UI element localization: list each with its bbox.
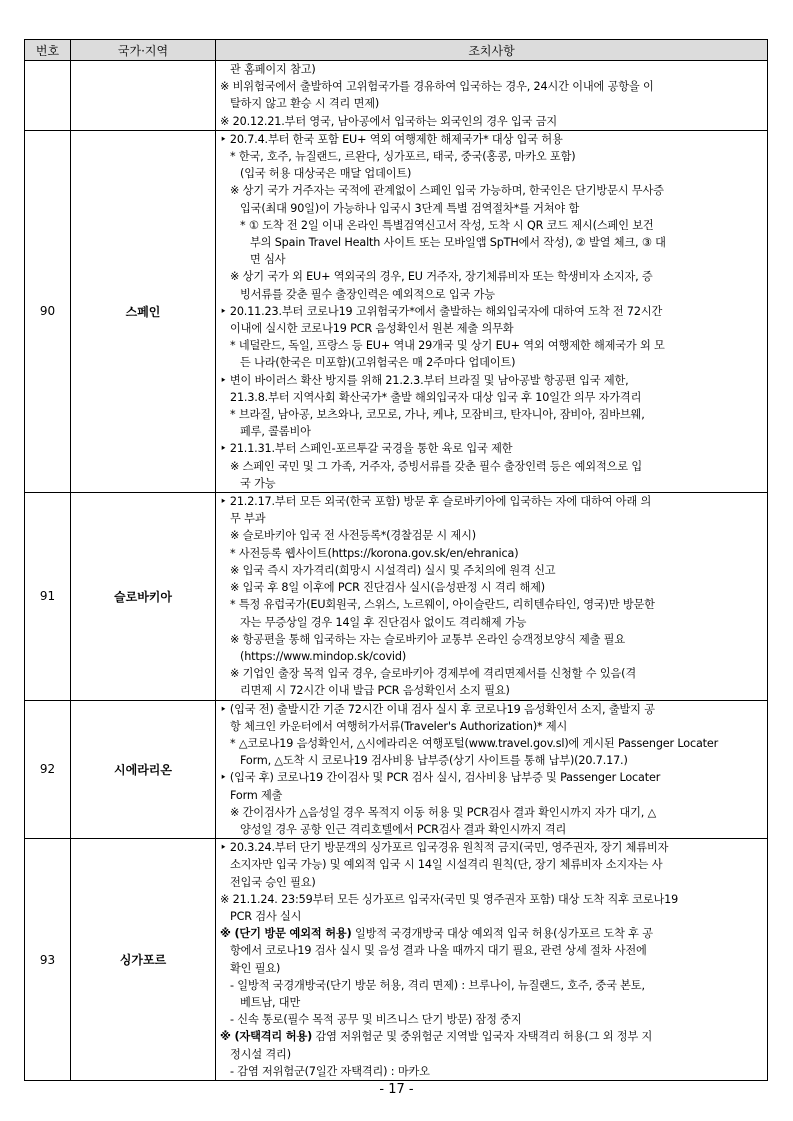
measure-line (220, 874, 763, 891)
measure-text: - 감염 저위험군(7일간 자택격리) : 마카오 (230, 1064, 430, 1078)
measure-line (220, 735, 763, 752)
measure-line (220, 148, 763, 165)
measure-text: 감염 저위험군 및 중위험군 지역발 입국자 자택격리 허용(그 외 정부 지 (312, 1030, 653, 1044)
measure-line (220, 908, 763, 925)
table-row (25, 61, 768, 131)
measure-line (220, 113, 763, 130)
row-country (71, 61, 216, 131)
measure-text: * ① 도착 전 2일 이내 온라인 특별검역신고서 작성, 도착 시 QR 코드 제시(스페인 보건 (240, 218, 654, 232)
measure-text: ※ 항공편을 통해 입국하는 자는 슬로바키아 교통부 온라인 승객정보양식 제출 필요 (230, 632, 625, 646)
measure-line (220, 251, 763, 268)
measure-text: ※ 기업인 출장 목적 입국 경우, 슬로바키아 경제부에 격리면제서를 신청할 수 있음(격 (230, 667, 636, 681)
measure-line (220, 579, 763, 596)
measure-line (220, 821, 763, 838)
measure-text: 무 부과 (230, 512, 266, 526)
measure-line (220, 475, 763, 492)
measure-text: * 특정 유럽국가(EU회원국, 스위스, 노르웨이, 아이슬란드, 리히텐슈타인, 영국)만 방문한 (230, 598, 655, 612)
measure-text: Form 제출 (230, 788, 283, 802)
measure-line (220, 458, 763, 475)
measure-line (220, 977, 763, 994)
measure-line (220, 665, 763, 682)
measure-text: (https://www.mindop.sk/covid) (240, 649, 407, 663)
measure-text: ※ 스페인 국민 및 그 가족, 거주자, 증빙서류를 갖춘 필수 출장인력 등은 예외적으로 입 (230, 459, 643, 473)
measure-text: (입국 허용 대상국은 매달 업데이트) (240, 167, 412, 181)
measure-text: * 브라질, 남아공, 보츠와나, 코모로, 가나, 케냐, 모잠비크, 탄자니아, 잠비아, 짐바브웨, (230, 408, 645, 422)
measure-text: 페루, 콜롬비아 (240, 425, 311, 439)
measure-line (220, 423, 763, 440)
measure-line (220, 614, 763, 631)
measure-text: PCR 검사 실시 (230, 909, 302, 923)
measure-line (220, 960, 763, 977)
measure-text: ※ 상기 국가 거주자는 국적에 관계없이 스페인 입국 가능하며, 한국인은 단기방문시 무사증 (230, 184, 664, 198)
measure-line (220, 182, 763, 199)
measure-line (220, 303, 763, 320)
measure-line (220, 61, 763, 78)
measure-text: 21.3.8.부터 지역사회 확산국가* 출발 해외입국자 대상 입국 후 10일간 의무 자가격리 (230, 390, 642, 404)
measure-line (220, 787, 763, 804)
measure-line (220, 718, 763, 735)
header-number: 번호 (25, 40, 71, 61)
row-measures (216, 700, 768, 839)
measure-text: * 한국, 호주, 뉴질랜드, 르완다, 싱가포르, 태국, 중국(홍콩, 마카오 포함) (230, 150, 576, 164)
measure-line (220, 389, 763, 406)
measure-line (220, 545, 763, 562)
measure-line (220, 648, 763, 665)
measure-line (220, 1011, 763, 1028)
measure-text: 입국(최대 90일)이 가능하나 입국시 3단계 특별 검역절차*를 거쳐야 함 (240, 201, 580, 215)
table-row (25, 839, 768, 1081)
measure-text: 정시설 격리) (230, 1047, 291, 1061)
measure-line (220, 891, 763, 908)
row-measures (216, 61, 768, 131)
measure-line (220, 839, 763, 856)
measure-line (220, 804, 763, 821)
table-header-row (25, 40, 768, 61)
measure-text: Form, △도착 시 코로나19 검사비용 납부증(상기 사이트를 통해 납부)(20.7.17.) (240, 754, 628, 768)
measure-text: ‣ 변이 바이러스 확산 방지를 위해 21.2.3.부터 브라질 및 남아공발 항공편 입국 제한, (220, 373, 629, 387)
measure-text: 일방적 국경개방국 대상 예외적 입국 허용(싱가포르 도착 후 공 (351, 927, 653, 941)
row-number: 93 (25, 839, 71, 1081)
measure-text: ※ 입국 후 8일 이후에 PCR 진단검사 실시(음성판정 시 격리 해제) (230, 581, 546, 595)
measure-text: ‣ 20.3.24.부터 단기 방문객의 싱가포르 입국경유 원칙적 금지(국민, 영주권자, 장기 체류비자 (220, 841, 669, 855)
measure-line (220, 406, 763, 423)
measure-line (220, 372, 763, 389)
measure-line (220, 631, 763, 648)
measure-line (220, 200, 763, 217)
measure-line (220, 337, 763, 354)
header-measures: 조치사항 (216, 40, 768, 61)
measure-text: ‣ 21.2.17.부터 모든 외국(한국 포함) 방문 후 슬로바키아에 입국하는 자에 대하여 아래 의 (220, 495, 652, 509)
measure-line (220, 1028, 763, 1045)
measure-text: ※ 슬로바키아 입국 전 사전등록*(경찰검문 시 제시) (230, 529, 477, 543)
measure-text: - 일방적 국경개방국(단기 방문 허용, 격리 면제) : 브루나이, 뉴질랜드, 호주, 중국 본토, (230, 978, 645, 992)
measure-text: ‣ (입국 전) 출발시간 기준 72시간 이내 검사 실시 후 코로나19 음성확인서 소지, 출발지 공 (220, 702, 655, 716)
table-row (25, 700, 768, 839)
measure-text: 든 나라(한국은 미포함)(고위험국은 매 2주마다 업데이트) (240, 356, 516, 370)
measure-text: 전입국 승인 필요) (230, 875, 316, 889)
table-row (25, 493, 768, 700)
measure-line (220, 994, 763, 1011)
measure-line (220, 1046, 763, 1063)
measure-line (220, 95, 763, 112)
measure-text: * 네덜란드, 독일, 프랑스 등 EU+ 역내 29개국 및 상기 EU+ 역외 여행제한 해제국가 외 모 (230, 339, 665, 353)
measure-line (220, 78, 763, 95)
row-number: 92 (25, 700, 71, 839)
measure-line (220, 596, 763, 613)
measure-heading: ※ (단기 방문 예외적 허용) (220, 927, 352, 941)
measure-text: 자는 무증상일 경우 14일 후 진단검사 없이도 격리해제 가능 (240, 615, 527, 629)
measure-line (220, 510, 763, 527)
measure-text: ‣ 20.11.23.부터 코로나19 고위험국가*에서 출발하는 해외입국자에 대하여 도착 전 72시간 (220, 304, 663, 318)
measure-text: 국 가능 (240, 476, 276, 490)
measure-text: ‣ (입국 후) 코로나19 간이검사 및 PCR 검사 실시, 검사비용 납부증 및 Passenger Locater (220, 771, 661, 785)
measure-text: ‣ 21.1.31.부터 스페인-포르투갈 국경을 통한 육로 입국 제한 (220, 442, 513, 456)
measure-line (220, 527, 763, 544)
measure-line (220, 131, 763, 148)
measure-text: 빙서류를 갖춘 필수 출장인력은 예외적으로 입국 가능 (240, 287, 495, 301)
measure-line (220, 354, 763, 371)
measure-text: 관 홈페이지 참고) (230, 63, 316, 76)
measure-text: 항 체크인 카운터에서 여행허가서류(Traveler's Authorization)* 제시 (230, 719, 568, 733)
row-number: 90 (25, 130, 71, 492)
measure-text: ※ 입국 즉시 자가격리(희망시 시설격리) 실시 및 주치의에 원격 신고 (230, 563, 556, 577)
measure-line (220, 286, 763, 303)
measure-text: 항에서 코로나19 검사 실시 및 음성 결과 나올 때까지 대기 필요, 관련 상세 절차 사전에 (230, 944, 647, 958)
measure-line (220, 440, 763, 457)
measure-text: 탈하지 않고 환승 시 격리 면제) (230, 97, 380, 111)
measure-text: 양성일 경우 공항 인근 격리호텔에서 PCR검사 결과 확인시까지 격리 (240, 822, 567, 836)
measure-line (220, 268, 763, 285)
measure-line (220, 165, 763, 182)
measure-line (220, 217, 763, 234)
measure-text: 이내에 실시한 코로나19 PCR 음성확인서 원본 제출 의무화 (230, 322, 514, 336)
measure-line (220, 701, 763, 718)
measure-text: 베트남, 대만 (240, 995, 301, 1009)
row-measures (216, 130, 768, 492)
measure-line (220, 493, 763, 510)
measure-line (220, 856, 763, 873)
measure-line (220, 1063, 763, 1080)
row-country: 스페인 (71, 130, 216, 492)
measure-text: ※ 간이검사가 △음성일 경우 목적지 이동 허용 및 PCR검사 결과 확인시까지 자가 대기, △ (230, 805, 657, 819)
measure-text: - 신속 통로(필수 목적 공무 및 비즈니스 단기 방문) 잠정 중지 (230, 1013, 522, 1027)
measure-text: 면 심사 (250, 253, 286, 267)
page-number: - 17 - (379, 1082, 414, 1097)
row-country: 슬로바키아 (71, 493, 216, 700)
measure-line (220, 234, 763, 251)
measure-line (220, 942, 763, 959)
measure-text: ※ 20.12.21.부터 영국, 남아공에서 입국하는 외국인의 경우 입국 금지 (220, 114, 558, 128)
row-number: 91 (25, 493, 71, 700)
measure-line (220, 925, 763, 942)
measure-text: ※ 21.1.24. 23:59부터 모든 싱가포르 입국자(국민 및 영주권자 포함) 대상 도착 직후 코로나19 (220, 892, 679, 906)
measure-text: 리면제 시 72시간 이내 발급 PCR 음성확인서 소지 필요) (240, 684, 510, 698)
measure-text: * △코로나19 음성확인서, △시에라리온 여행포털(www.travel.gov.sl)에 게시된 Passenger Locater (230, 736, 719, 750)
measure-text: * 사전등록 웹사이트(https://korona.gov.sk/en/ehranica) (230, 546, 519, 560)
measure-line (220, 562, 763, 579)
row-measures (216, 839, 768, 1081)
measure-text: ※ 비위험국에서 출발하여 고위험국가를 경유하여 입국하는 경우, 24시간 이내에 공항을 이 (220, 80, 654, 94)
measure-line (220, 769, 763, 786)
table-row (25, 130, 768, 492)
header-country: 국가·지역 (71, 40, 216, 61)
measure-line (220, 682, 763, 699)
measure-text: ‣ 20.7.4.부터 한국 포함 EU+ 역외 여행제한 해제국가* 대상 입국 허용 (220, 132, 563, 146)
measures-table (24, 39, 768, 1081)
row-country: 시에라리온 (71, 700, 216, 839)
measure-line (220, 752, 763, 769)
measure-text: ※ 상기 국가 외 EU+ 역외국의 경우, EU 거주자, 장기체류비자 또는 학생비자 소지자, 증 (230, 270, 653, 284)
measure-heading: ※ (자택격리 허용) (220, 1030, 313, 1044)
row-measures (216, 493, 768, 700)
measure-text: 확인 필요) (230, 961, 281, 975)
measure-line (220, 320, 763, 337)
measure-text: 부의 Spain Travel Health 사이트 또는 모바일앱 SpTH에서 작성), ② 발열 체크, ③ 대 (250, 236, 666, 250)
row-country: 싱가포르 (71, 839, 216, 1081)
measure-text: 소지자만 입국 가능) 및 예외적 입국 시 14일 시설격리 원칙(단, 장기 체류비자 소지자는 사 (230, 858, 663, 872)
row-number (25, 61, 71, 131)
